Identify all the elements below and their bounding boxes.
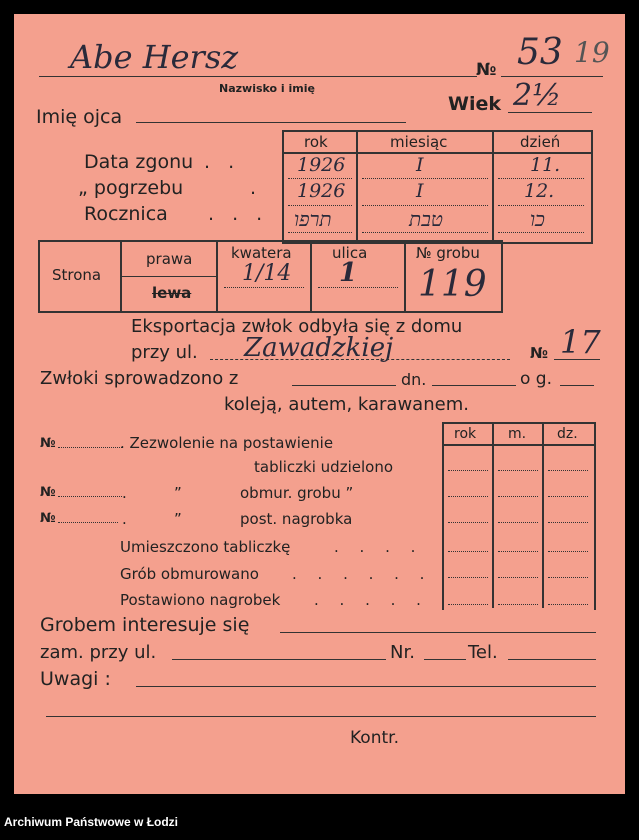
death-dots: . . [204,151,241,173]
address-label: zam. przy ul. [40,642,157,663]
completion-table [442,422,596,610]
house-no: 17 [560,323,601,361]
number-line [501,76,603,77]
side-left-struck: lewa [152,284,192,302]
transport-line1: Eksportacja zwłok odbyła się z domu [131,316,463,337]
quarter-label: kwatera [231,244,292,262]
permit-plate-line2: tabliczki udzielono [254,458,393,476]
col-year: rok [304,133,328,151]
name-label: Nazwisko i imię [219,82,315,95]
transport-street: Zawadzkiej [244,333,394,363]
side-label: Strona [52,266,102,284]
anniversary-day: כו [530,207,545,231]
notes-label: Uwagi : [40,668,111,690]
burial-day: 12. [524,180,555,202]
burial-year: 1926 [297,180,346,202]
transport-from-label: Zwłoki sprowadzono z [40,368,239,389]
col-day: dzień [520,133,561,151]
deceased-name: Abe Hersz [70,38,239,76]
interested-label: Grobem interesuje się [40,614,250,636]
nr-label: Nr. [390,642,415,663]
grave-label: № grobu [416,244,480,262]
completed-plate: Umieszczono tabliczkę [120,538,291,556]
transport-means: koleją, autem, karawanem. [224,394,469,415]
transport-date-label: dn. [401,370,427,389]
age-label: Wiek [448,93,501,115]
side-right: prawa [146,250,193,268]
burial-record-card: Abe Hersz Nazwisko i imię № 53 19 Imię ojca Wiek 2½ Data zgonu . . „ pogrzebu . Rocznica . . . rok miesiąc dzień 1926 I 11. 1926 I 12. תרפו טבת כו Strona prawa lewa kwatera 1/14 ulica 1 № grobu 119 Eksportacja zwłok odbyła się z domu przy ul. Zawadzkiej № 17 Zwłoki sprowadzono z dn. o g. koleją, autem, karawanem. № . Zezwolenie na postawienie tabliczki udzielono № . ” obmur. grobu ” № . ” post. nagrobka Umieszczono tabliczkę . . . . Grób obmurowano . . . . . . Postawiono nagrobek . . . . . rok m. dz. Grobem interesuje się zam. przy ul. Nr. Tel. Uwagi : Kontr. [14,14,625,794]
burial-dots: . [250,177,257,199]
archive-caption: Archiwum Państwowe w Łodzi [4,815,179,829]
burial-month: I [416,180,424,202]
name-line [39,76,477,77]
permit-tombstone: post. nagrobka [240,510,353,528]
anniversary-dots: . . . [208,203,269,225]
completed-tombstone: Postawiono nagrobek [120,591,281,609]
tel-label: Tel. [468,642,498,663]
transport-prefix: przy ul. [131,342,198,363]
age-value: 2½ [513,78,562,113]
control-label: Kontr. [350,728,399,748]
record-number-extra: 19 [574,36,610,69]
father-label: Imię ojca [36,106,123,128]
anniversary-label: Rocznica [84,203,168,225]
age-line [508,112,592,113]
death-month: I [416,154,424,176]
death-year: 1926 [297,154,346,176]
record-number: 53 [517,32,563,73]
quarter-value: 1/14 [242,261,292,286]
number-label: № [476,60,497,80]
permit-plate-line1: . Zezwolenie na postawienie [120,434,334,452]
grave-value: 119 [418,264,487,305]
permit-wall: obmur. grobu ” [240,484,354,502]
anniversary-year: תרפו [294,207,332,231]
street-value: 1 [339,258,358,288]
anniversary-month: טבת [409,207,443,231]
father-line [136,122,406,123]
street-label: ulica [332,244,368,262]
completed-wall: Grób obmurowano [120,565,259,583]
col-month: miesiąc [390,133,448,151]
house-no-label: № [530,344,549,362]
death-date-label: Data zgonu [84,151,194,173]
death-day: 11. [530,154,561,176]
transport-hour-label: o g. [520,369,552,389]
burial-date-label: „ pogrzebu [78,177,184,199]
